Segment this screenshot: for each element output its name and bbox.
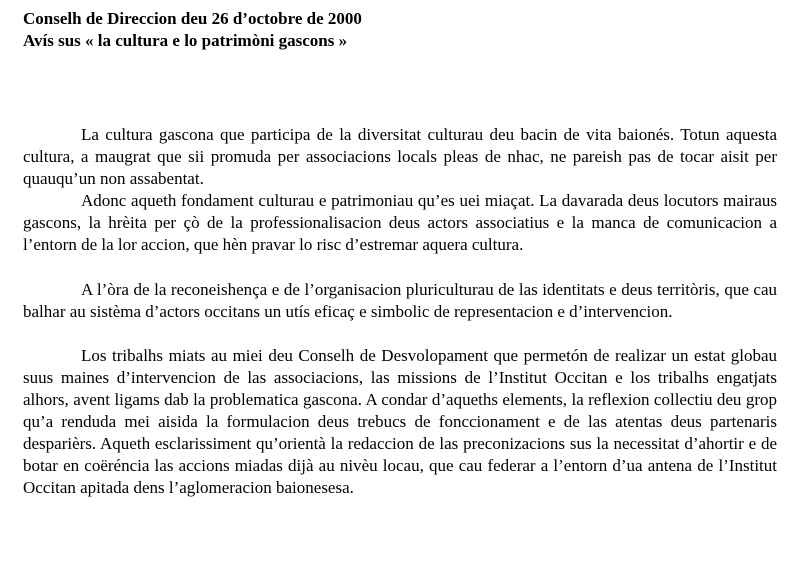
document-title-line-2: Avís sus « la cultura e lo patrimòni gascons » — [23, 31, 348, 50]
document-body — [23, 124, 777, 499]
paragraph-1: La cultura gascona que participa de la diversitat culturau deu bacin de vita baionés. Totun aquesta cultura, a maugrat que sii promuda per associacions locals pleas de nhac, ne pareish pas de tocar aisit per quauqu’un non assabentat. — [23, 125, 777, 189]
paragraph-spacer — [23, 323, 777, 345]
paragraph-3: A l’òra de la reconeishença e de l’organisacion pluriculturau de las identitats e deus territòris, que cau balhar au sistèma d’actors occitans un utís eficaç e simbolic de representacion e d’intervencion. — [23, 279, 777, 321]
paragraph-spacer — [23, 257, 777, 279]
paragraph-4: Los tribalhs miats au miei deu Conselh de Desvolopament que permetón de realizar un estat globau suus maines d’intervencion de las associacions, las missions de l’Institut Occitan e los tribalhs engatjats alhors, avent ligams dab la problematica gascona. A condar d’aqueths elements, la reflexion collectiu deu grop qu’a renduda mei aisida la formulacion deus trebucs de fonccionament e de las atentas deus partenaris desparièrs. Aqueth esclarissiment qu’orientà la redaccion de las preconizacions sus la necessitat d’ahortir e de botar en coëréncia las accions miadas dijà au nivèu locau, que cau federar a l’entorn d’ua antena de l’Institut Occitan apitada dens l’aglomeracion baionesesa. — [23, 345, 777, 498]
paragraph-2: Adonc aqueth fondament culturau e patrimoniau qu’es uei miaçat. La davarada deus locutors mairaus gascons, la hrèita per çò de la professionalisacion deus actors associatius e la manca de comunicacion a l’entorn de la lor accion, que hèn pravar lo risc d’estremar aquera cultura. — [23, 191, 777, 255]
document-title-line-1: Conselh de Direccion deu 26 d’octobre de 2000 — [23, 9, 362, 28]
